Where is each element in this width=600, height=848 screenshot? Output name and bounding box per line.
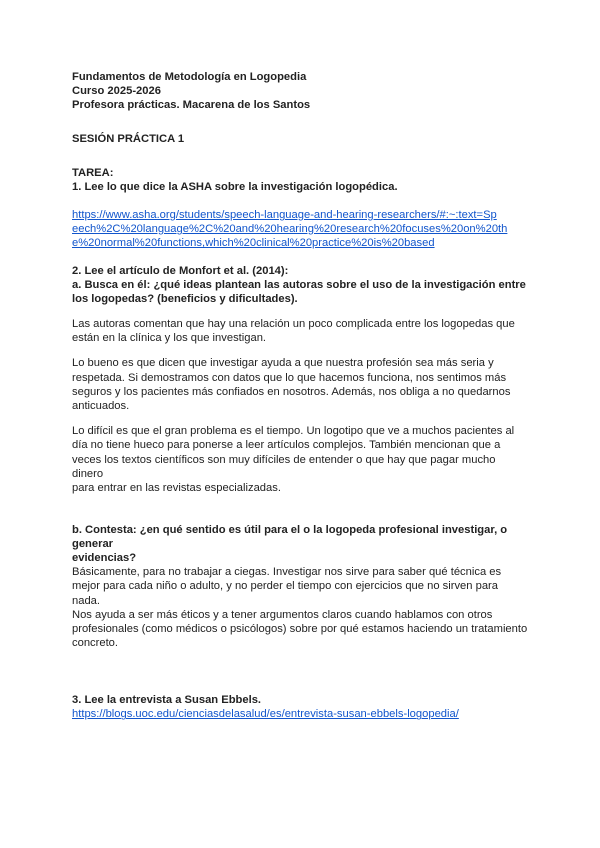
asha-link-line[interactable]: e%20normal%20functions,which%20clinical%20practice%20is%20based <box>72 237 435 249</box>
answer-line: Lo difícil es que el gran problema es el tiempo. Un logotipo que ve a muchos pacientes al <box>72 425 515 438</box>
question-2: 2. Lee el artículo de Monfort et al. (2014): <box>72 265 289 277</box>
task-label: TAREA: <box>72 167 114 179</box>
answer-line: seguros y los pacientes más confiados en nosotros. Además, nos obliga a no quedarnos <box>72 385 511 398</box>
answer-2b-paragraph <box>72 565 528 650</box>
question-3: 3. Lee la entrevista a Susan Ebbels. <box>72 694 262 707</box>
answer-line: Las autoras comentan que hay una relación un poco complicada entre los logopedas que <box>72 318 515 330</box>
answer-line: para entrar en las revistas especializadas. <box>72 482 281 495</box>
asha-link[interactable] <box>72 208 528 250</box>
answer-2a-paragraph <box>72 317 528 345</box>
question-2b <box>72 523 528 565</box>
answer-line: Básicamente, para no trabajar a ciegas. Investigar nos sirve para saber qué técnica es <box>72 566 502 579</box>
question-2b-line: evidencias? <box>72 552 137 565</box>
course-subject: Fundamentos de Metodología en Logopedia <box>72 71 307 83</box>
answer-line: están en la clínica y los que investigan. <box>72 332 267 345</box>
ebbels-interview-link[interactable]: https://blogs.uoc.edu/cienciasdelasalud/es/entrevista-susan-ebbels-logopedia/ <box>72 708 459 721</box>
question-2a-line: los logopedas? (beneficios y dificultades). <box>72 293 298 305</box>
answer-line: Lo bueno es que dicen que investigar ayuda a que nuestra profesión sea más seria y <box>72 357 494 370</box>
question-1: 1. Lee lo que dice la ASHA sobre la investigación logopédica. <box>72 181 398 193</box>
answer-line: respetada. Si demostramos con datos que lo que hacemos funciona, nos sentimos más <box>72 371 507 384</box>
answer-line: anticuados. <box>72 400 130 413</box>
answer-2a-paragraph <box>72 424 528 495</box>
answer-line: día no tiene hueco para ponerse a leer artículos complejos. También mencionan que a <box>72 439 501 452</box>
answer-line: profesionales (como médicos o psicólogos) sobre por qué estamos haciendo un tratamiento <box>72 623 528 636</box>
asha-link-line[interactable]: eech%2C%20language%2C%20and%20hearing%20research%20focuses%20on%20th <box>72 223 508 235</box>
question-2b-line: b. Contesta: ¿en qué sentido es útil para el o la logopeda profesional investigar, o <box>72 524 508 537</box>
answer-line: Nos ayuda a ser más éticos y a tener argumentos claros cuando hablamos con otros <box>72 608 493 621</box>
answer-2a-paragraph <box>72 356 528 413</box>
answer-line: concreto. <box>72 637 119 650</box>
course-year: Curso 2025-2026 <box>72 85 161 97</box>
document-page <box>72 70 528 721</box>
course-teacher: Profesora prácticas. Macarena de los Santos <box>72 99 311 111</box>
answer-line: veces los textos científicos son muy difíciles de entender o que hay que pagar mucho dinero <box>72 453 496 480</box>
question-2a-line: a. Busca en él: ¿qué ideas plantean las autoras sobre el uso de la investigación entre <box>72 279 526 291</box>
asha-link-line[interactable]: https://www.asha.org/students/speech-language-and-hearing-researchers/#:~:text=Sp <box>72 209 497 221</box>
question-2b-line: generar <box>72 538 114 551</box>
answer-line: mejor para cada niño o adulto, y no perder el tiempo con ejercicios que no sirven para nada. <box>72 580 498 607</box>
session-title: SESIÓN PRÁCTICA 1 <box>72 133 185 145</box>
